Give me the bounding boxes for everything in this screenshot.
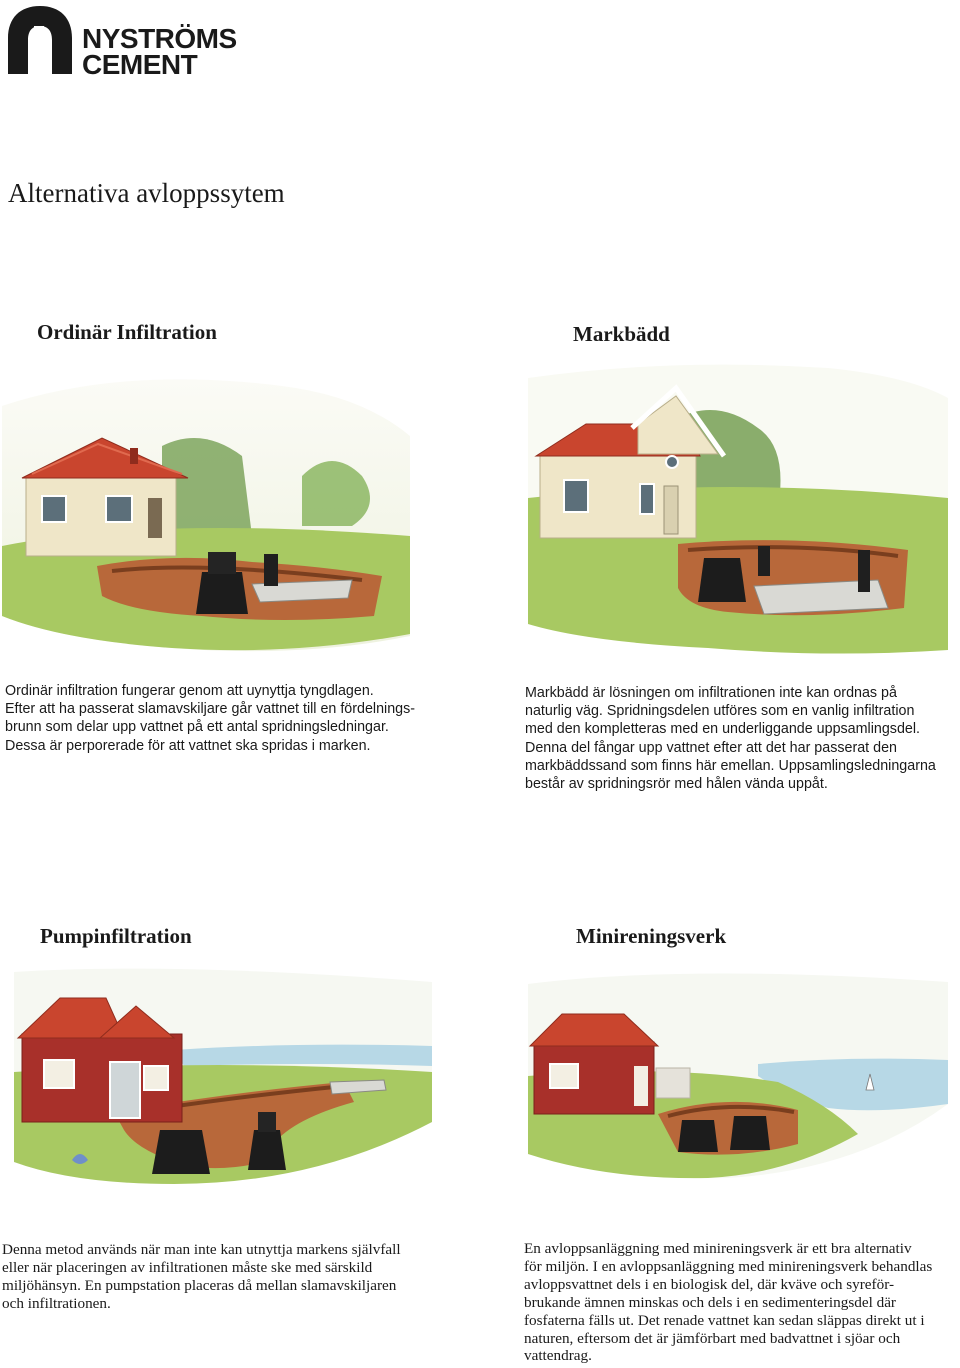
document-title: Alternativa avloppssytem: [8, 178, 285, 208]
text-pumpinfiltration: [2, 1241, 401, 1313]
text-line: brunn som delar upp vattnet på ett antal spridningsledningar.: [5, 719, 389, 736]
illustration-pumpinfiltration: [14, 962, 432, 1190]
text-line: och infiltrationen.: [2, 1294, 111, 1312]
illustration-ordinar-infiltration: [2, 366, 410, 656]
illustration-minireningsverk: [528, 964, 948, 1190]
text-line: vattendrag.: [524, 1347, 592, 1365]
logo-line-2: CEMENT: [82, 49, 198, 80]
logo-line-1: NYSTRÖMS: [82, 23, 237, 54]
section-title-markbadd: Markbädd: [573, 322, 670, 346]
text-line: Denna del fångar upp vattnet efter att det har passerat den: [525, 739, 897, 756]
text-ordinar-infiltration: [5, 682, 415, 755]
text-line: för miljön. I en avloppsanläggning med minireningsverk behandlas: [524, 1257, 933, 1275]
text-line: naturen, eftersom det är jämförbart med badvattnet i sjöar och: [524, 1329, 901, 1347]
text-line: naturlig väg. Spridningsdelen utföres som en vanlig infiltration: [525, 703, 915, 720]
section-title-ordinar-infiltration: Ordinär Infiltration: [37, 320, 217, 344]
text-line: Ordinär infiltration fungerar genom att uynyttja tyngdlagen.: [5, 683, 374, 699]
logo-mark-icon: [4, 4, 76, 76]
text-line: miljöhänsyn. En pumpstation placeras då mellan slamavskiljaren: [2, 1276, 397, 1294]
text-line: avloppsvattnet dels i en biologisk del, där kväve och syreför-: [524, 1275, 895, 1293]
text-line: Markbädd är lösningen om infiltrationen inte kan ordnas på: [525, 685, 897, 701]
section-title-minireningsverk: Minireningsverk: [576, 924, 727, 948]
text-markbadd: [525, 684, 936, 793]
company-logo: [4, 4, 264, 78]
text-minireningsverk: [524, 1240, 932, 1365]
text-line: Dessa är perporerade för att vattnet ska spridas i marken.: [5, 737, 371, 754]
text-line: består av spridningsrör med hålen vända uppåt.: [525, 776, 828, 793]
text-line: med den kompletteras med en underliggande uppsamlingsdel.: [525, 721, 921, 738]
text-line: eller när placeringen av infiltrationen måste ske med särskild: [2, 1258, 373, 1276]
text-line: Efter att ha passerat slamavskiljare går vattnet till en fördelnings-: [5, 701, 416, 718]
text-line: brukande ämnen minskas och dels i en sedimenteringsdel där: [524, 1293, 896, 1311]
illustration-markbadd: [528, 358, 948, 658]
section-title-pumpinfiltration: Pumpinfiltration: [40, 924, 192, 948]
text-line: En avloppsanläggning med minireningsverk är ett bra alternativ: [524, 1240, 912, 1257]
text-line: Denna metod används när man inte kan utnyttja markens självfall: [2, 1241, 401, 1258]
text-line: markbäddssand som finns här emellan. Uppsamlingsledningarna: [525, 757, 936, 774]
text-line: fosfaterna fälls ut. Det renade vattnet kan sedan släppas direkt ut i: [524, 1311, 925, 1329]
